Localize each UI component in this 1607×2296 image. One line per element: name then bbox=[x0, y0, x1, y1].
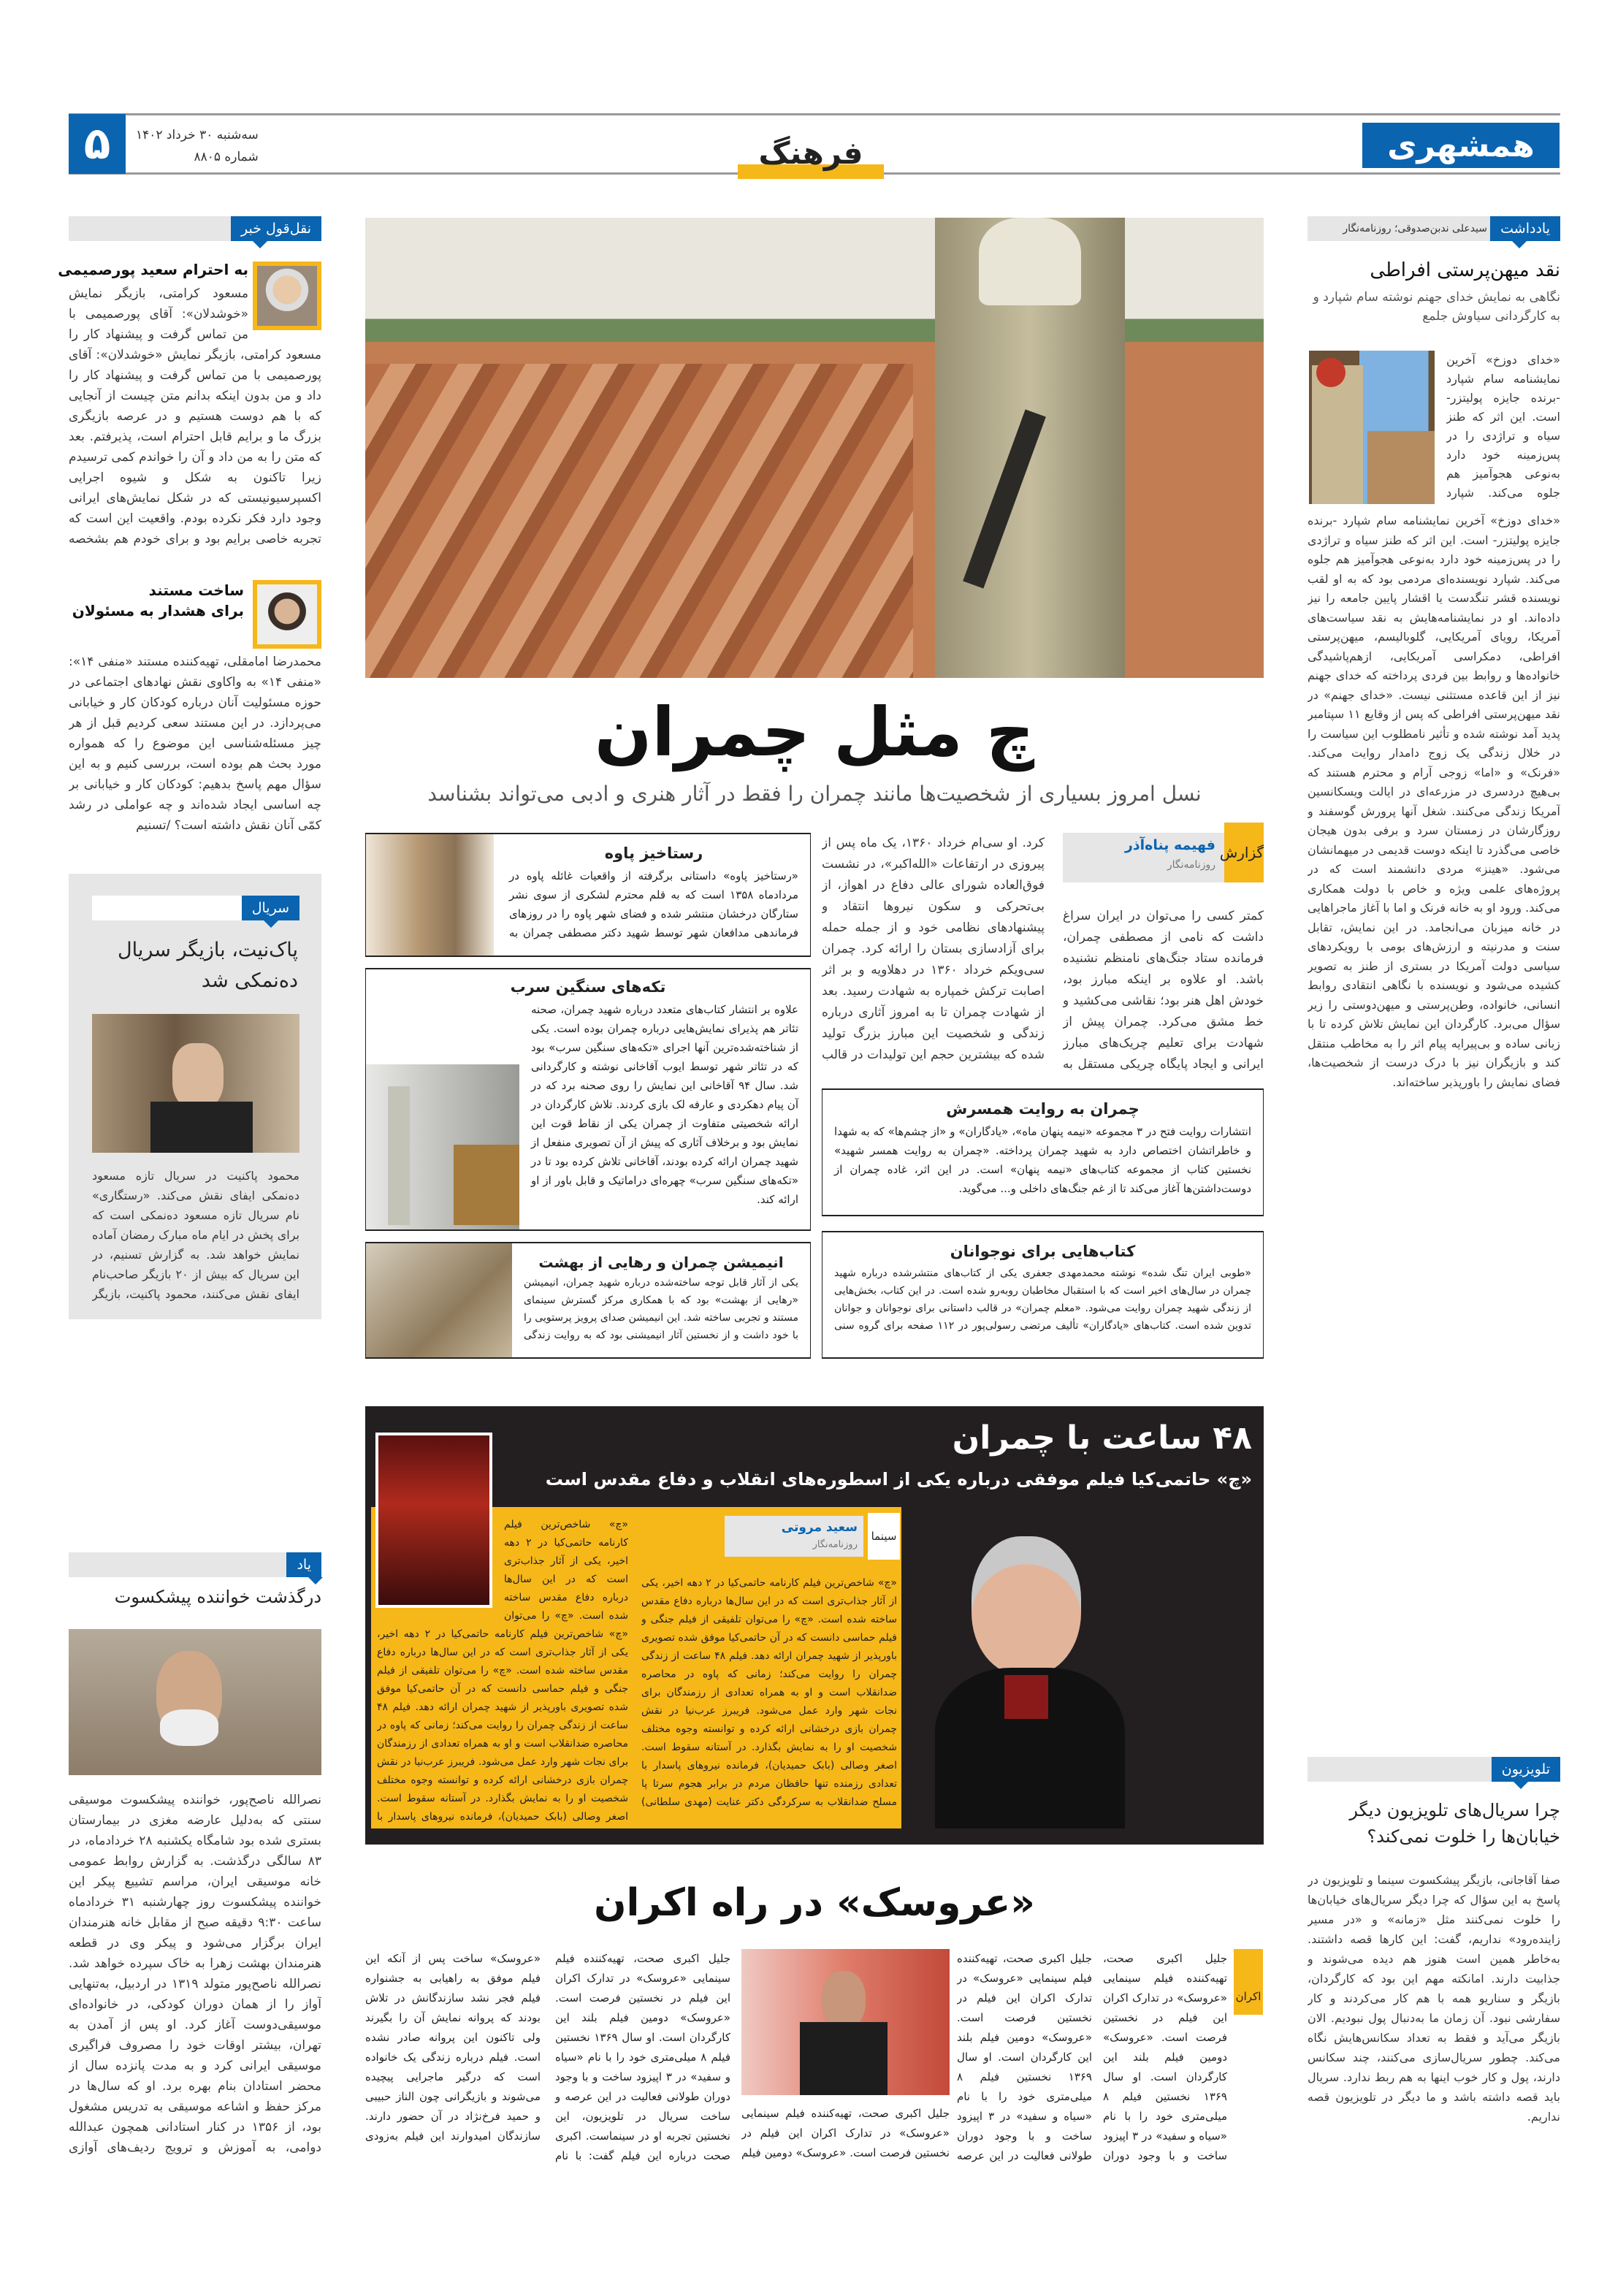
section-label bbox=[738, 135, 884, 179]
note-body-a: «خدای دوزخ» آخرین نمایشنامه سام شپارد -برنده جایزه پولیتزر- است. این اثر که طنز سیاه و تراژدی را در پس‌زمینه خود دارد به‌نوعی هجوآمیز هم جلوه می‌کند. شپارد bbox=[1446, 353, 1560, 500]
report-role: روزنامه‌نگار bbox=[1167, 859, 1215, 871]
box-tekkeh-photo bbox=[366, 1064, 519, 1231]
serial-title: پاک‌نیت، بازیگر سریال ده‌نمکی شد bbox=[118, 939, 298, 992]
main-headline: چ مثل چمران bbox=[594, 693, 1035, 771]
yad-tag: یاد bbox=[286, 1552, 321, 1577]
serial-tag: سریال bbox=[242, 896, 299, 920]
box-tekkeh bbox=[365, 968, 811, 1231]
feature-body-a: «چ» شاخص‌ترین فیلم کارنامه حاتمی‌کیا در ۲ دهه اخیر، یکی از آثار جذاب‌تری است که در این سال‌ها درباره دفاع مقدس ساخته شده است. «چ» را می‌توان bbox=[504, 1519, 628, 1622]
director-photo bbox=[920, 1507, 1140, 1828]
report-author: فهیمه پناه‌آذر bbox=[1124, 837, 1215, 853]
box-hamsar bbox=[822, 1088, 1264, 1216]
tv-title: چرا سریال‌های تلویزیون دیگر خیابان‌ها را خلوت نمی‌کند؟ bbox=[1349, 1800, 1560, 1847]
box-title: انیمیشن چمران و رهایی از بهشت bbox=[538, 1254, 784, 1271]
newspaper-logo[interactable]: همشهری bbox=[1362, 123, 1560, 168]
note-body: «خدای دوزخ» آخرین نمایشنامه سام شپارد -برنده جایزه پولیتزر- است. این اثر که طنز سیاه و تراژدی را در پس‌زمینه خود دارد به‌نوعی هجوآمیز هم جلوه می‌کند. شپارد نویسنده‌ای مردمی بود که به او لقب نویسنده قشر تنگدست یا اقشار پایین جامعه را نیز داده‌اند. او در نمایشنامه‌هایش به نقد سیاست‌های آمریکا، رویای آمریکایی، گلوبالیسم، میهن‌پرستی افراطی، دمکراسی آمریکایی، ازهم‌پاشیدگی خانواده‌ها و روابط بین فردی پرداخته که خدای جهنم نیز از این قاعده مستثنی نیست. «خدای جهنم» در نقد میهن‌پرستی افراطی که پس از وقایع ۱۱ سپتامبر پدید آمد نوشته شده و تأثیر نامطلوب این سیاست را در خلال زندگی یک زوج دامدار روایت می‌کند. «فرنک» و «اما» زوجی آرام و محترم هستند که بی‌هیچ دردسری در مزرعه‌ای در ایالت ویسکانسین آمریکا زندگی می‌کنند. شغل آنها پرورش گوسفند و روزگارشان در زمستان سرد و برفی بدون هیجان خاصی می‌گذرد تا اینکه دوست قدیمی در میهمانشان می‌شود. «هینز» مردی دانشمند است که در پروژه‌های علمی ویژه و خاص با دولت همکاری می‌کند. ورود او به خانه فرنک و اما با آغاز ماجراهایی در خانه میزبان می‌انجامد. در این نمایش، تقابل سنت و مدرنیته و ارزش‌های بومی با رویکردهای سیاسی دولت آمریکا در بستری از طنز به تصویر کشیده می‌شود و نویسنده با نگاهی انتقادی روابط انسانی، خانواده، وطن‌پرستی و میهن‌دوستی را زیر سؤال می‌برد. کارگردان این نمایش تلاش کرده تا با زبانی ساده و بی‌پیرایه پیام اثر را به مخاطب منتقل کند و بازیگران نیز با درک درست از شخصیت‌ها، فضای نمایش را باورپذیر ساخته‌اند. bbox=[1308, 514, 1560, 1089]
film-poster bbox=[375, 1433, 492, 1608]
feature-body-b: «چ» شاخص‌ترین فیلم کارنامه حاتمی‌کیا در ۲ دهه اخیر، یکی از آثار جذاب‌تری است که در این سال‌ها درباره دفاع مقدس ساخته شده است. «چ» را می‌توان تلفیقی از فیلم جنگی و فیلم حماسی دانست که در آن حاتمی‌کیا موفق شده تصویری باورپذیر از شهید چمران ارائه دهد. فیلم ۴۸ ساعت از زندگی چمران را روایت می‌کند؛ زمانی که پاوه در محاصره ضدانقلاب است و او به همراه تعدادی از رزمندگان برای نجات شهر وارد عمل می‌شود. فریبرز عرب‌نیا در نقش چمران بازی درخشانی ارائه کرده و توانسته وجوه مختلف شخصیت او را به نمایش بگذارد. در آستانه سقوط است. اصغر وصالی (بابک حمیدیان)، فرمانده نیروهای پاسدار با bbox=[377, 1628, 628, 1823]
feature-box bbox=[365, 1406, 1264, 1845]
report-body-2: کرد. او سی‌ام خرداد ۱۳۶۰، یک ماه پس از پیروزی در ارتفاعات «الله‌اکبر»، در نشست فوق‌العاده شورای عالی دفاع در اهواز، از بی‌تحرکی و سکون نیروها انتقاد و پیشنهادهای نظامی خود و از جمله حمله برای آزادسازی بستان را ارائه کرد. چمران سی‌ویکم خرداد ۱۳۶۰ در دهلاویه و بر اثر اصابت ترکش خمپاره به شهادت رسید. بعد از شهادت چمران تا به امروز آثاری درباره زندگی و شخصیت این مبارز بزرگ تولید شده که بیشترین حجم این تولیدات در قالب bbox=[822, 836, 1045, 1062]
quote-tag: نقل‌قول خبر bbox=[231, 216, 321, 241]
tv-body: صفا آقاجانی، بازیگر پیشکسوت سینما و تلویزیون در پاسخ به این سؤال که چرا دیگر سریال‌های خیابان‌ها را خلوت نمی‌کنند مثل «زمانه» و «در مسیر زاینده‌رود» نداریم، گفت: این کارها قصه داشتند. به‌خاطر همین است هنوز هم دیده می‌شوند و جذابیت دارند. امانکته مهم این بود که کارگردان، بازیگر و سناریو همه با هم کار می‌کردند و کار سفارشی نبود. آن زمان ما به‌دنبال پول نبودیم. الان بازیگر می‌آید و فقط به تعداد سکانس‌هایش نگاه می‌کند. چطور سریال‌سازی می‌کنند، چند سکانس دارند، پول و کار خوب اینها به هم ربط ندارد. سریال باید قصه داشته باشد و ما دیگر در تلویزیون قصه نداریم. bbox=[1308, 1873, 1560, 2124]
note-tag: یادداشت bbox=[1490, 216, 1560, 241]
main-photo-chamran bbox=[365, 218, 1264, 678]
main-subtitle: نسل امروز بسیاری از شخصیت‌ها مانند چمران را فقط در آثار هنری و ادبی می‌تواند بشناسد bbox=[427, 782, 1202, 806]
arusak-body-3: جلیل اکبری صحت، تهیه‌کننده فیلم سینمایی «عروسک» در تدارک اکران این فیلم در نخستین فرصت است. «عروسک» دومین فیلم bbox=[741, 2107, 950, 2159]
quote-title-2: ساخت مستند bbox=[148, 581, 244, 599]
box-rastakhiz-photo bbox=[366, 834, 494, 957]
yad-title: درگذشت خواننده پیشکسوت bbox=[114, 1587, 321, 1607]
quote-tag-bar bbox=[69, 216, 321, 241]
yad-tag-bar bbox=[69, 1552, 321, 1577]
box-title: تکه‌های سنگین سرب bbox=[510, 978, 666, 996]
quote-photo-2 bbox=[253, 580, 321, 649]
quote-title-1: به احترام سعید پورصمیمی bbox=[58, 261, 248, 278]
page-number: ۵ bbox=[69, 114, 126, 174]
box-body: «رستاخیز پاوه» داستانی برگرفته از واقعیات غائله پاوه در مردادماه ۱۳۵۸ است که به قلم محترم لشکری از سوی نشر ستارگان درخشان منتشر شده و فضای شهر پاوه را در روزهای فرماندهی مدافعان شهر توسط شهید دکتر مصطفی چمران به bbox=[509, 869, 798, 939]
yad-photo bbox=[69, 1629, 321, 1775]
feature-subtitle: «چ» حاتمی‌کیا فیلم موفقی درباره یکی از اسطوره‌های انقلاب و دفاع مقدس است bbox=[545, 1469, 1252, 1490]
tv-tag: تلویزیون bbox=[1492, 1757, 1560, 1782]
box-body: علاوه بر انتشار کتاب‌های متعدد درباره شهید چمران، صحنه تئاتر هم پذیرای نمایش‌هایی درباره چمران بوده است. یکی از شناخته‌شده‌ترین آنها اجرای «تکه‌های سنگین سرب» بود که در تئاتر شهر توسط ایوب آقاخانی نوشته و کارگردانی شد. سال ۹۴ آقاخانی این نمایش را روی صحنه برد که در آن پیام دهکردی و عارفه لک بازی کردند. تلاش کارگردان در ارائه شخصیتی متفاوت از چمران یکی از نقاط قوت این نمایش بود و برخلاف آثاری که پیش از آن تصویری منفعل از شهید چمران ارائه کرده بودند، آقاخانی تلاش کرده بود تا در «تکه‌های سنگین سرب» چهره‌ای دراماتیک و قابل باور از او ارائه کند. bbox=[530, 1003, 798, 1206]
box-title: کتاب‌هایی برای نوجوانان bbox=[950, 1243, 1136, 1260]
box-body: انتشارات روایت فتح در ۳ مجموعه «نیمه پنهان ماه»، «یادگاران» و «از چشم‌ها» که به شهدا و خاطراتشان اختصاص دارد به شهید چمران پرداخته. «چمران به روایت همسر شهید» نخستین کتاب از مجموعه کتاب‌های «نیمه پنهان» است. در این اثر، غاده چمران از دوست‌داشتن‌ها آغاز می‌کند تا از غم جنگ‌های داخلی و... می‌گوید. bbox=[834, 1125, 1251, 1195]
box-animation-photo bbox=[366, 1243, 512, 1359]
note-subtitle: نگاهی به نمایش خدای جهنم نوشته سام شپارد و به کارگردانی سیاوش جلمع bbox=[1313, 290, 1560, 324]
feature-role: روزنامه‌نگار bbox=[812, 1539, 858, 1550]
header-rule-top bbox=[69, 113, 1560, 115]
serial-body: محمود پاکنیت در سریال تازه مسعود ده‌نمکی ایفای نقش می‌کند. «رستگاری» نام سریال تازه مسعود ده‌نمکی است که برای پخش در ایام ماه مبارک رمضان آماده نمایش خواهد شد. به گزارش تسنیم، در این سریال که بیش از ۲۰ بازیگر صاحب‌نام ایفای نقش می‌کنند، محمود پاکنیت، بازیگر bbox=[92, 1169, 299, 1301]
note-author: سیدعلی ندبن‌صدوقی؛ روزنامه‌نگار bbox=[1343, 223, 1487, 234]
serial-tag-bar bbox=[92, 896, 299, 920]
yad-body: نصرالله ناصح‌پور، خواننده پیشکسوت موسیقی سنتی که به‌دلیل عارضه مغزی در بیمارستان بستری شده بود شامگاه یکشنبه ۲۸ خردادماه، در ۸۳ سالگی درگذشت. به گزارش روابط عمومی خانه موسیقی ایران، مراسم تشییع پیکر این خواننده پیشکسوت روز چهارشنبه ۳۱ خردادماه ساعت ۹:۳۰ دقیقه صبح از مقابل خانه هنرمندان ایران برگزار می‌شود و پیکر وی در قطعه هنرمندان بهشت زهرا به خاک سپرده خواهد شد. نصرالله ناصح‌پور متولد ۱۳۱۹ در اردبیل، به‌تنهایی آواز را از همان دوران کودکی، در خانواده‌ای موسیقی‌دوست آغاز کرد. او پس از آمدن به تهران، بیشتر اوقات خود را مصروف فراگیری موسیقی ایرانی کرد و به مدت پانزده سال از محضر استادان بنام بهره برد. او که سال‌ها در مرکز حفظ و اشاعه موسیقی به تدریس مشغول بود، از ۱۳۵۶ در کنار استادانی همچون عبدالله دوامی، به آموزش و ترویج ردیف‌های آوازی bbox=[69, 1793, 321, 2155]
serial-box bbox=[69, 874, 321, 1319]
note-tag-bar bbox=[1308, 216, 1560, 241]
box-body: یکی از آثار قابل توجه ساخته‌شده درباره شهید چمران، انیمیشن «رهایی از بهشت» بود که با همکاری مرکز گسترش سینمای مستند و تجربی ساخته شد. این انیمیشن صدای پرویز پرستویی را با خود داشت و از نخستین آثار انیمیشنی بود که به روایت زندگی bbox=[524, 1277, 798, 1341]
report-body-1: کمتر کسی را می‌توان در ایران سراغ داشت که نامی از مصطفی چمران، فرمانده ستاد جنگ‌های نامنظم نشنیده باشد. او علاوه بر اینکه مبارز بود، خودش اهل هنر بود؛ نقاشی می‌کشید و خط مشق می‌کرد. چمران پیش از شهادت برای تعلیم چریک‌های مبارز ایرانی و ایجاد پایگاه چریکی مستقل به bbox=[1063, 909, 1264, 1072]
quote-body-2: محمدرضا امامقلی، تهیه‌کننده مستند «منفی ۱۴»: «منفی ۱۴» به واکاوی نقش نهادهای اجتماعی در حوزه مسئولیت آنان درباره کودکان کار و خیابانی می‌پردازد. در این مستند سعی کردیم قبل از هر چیز مسئله‌شناسی این موضوع را که همواره مورد بحث هم بوده است، بررسی کنیم و به این سؤال مهم پاسخ بدهیم: کودکان کار و خیابانی بر چه اساسی ایجاد شده‌اند و چه عواملی در رشد کمّی آنان نقش داشته است؟ /تسنیم bbox=[69, 655, 321, 833]
feature-tag: سینما bbox=[868, 1513, 900, 1560]
arusak-headline: «عروسک» در راه اکران bbox=[594, 1881, 1035, 1925]
arusak-photo bbox=[741, 1949, 950, 2095]
issue-meta bbox=[136, 124, 259, 168]
report-tag: گزارش bbox=[1224, 823, 1264, 882]
box-body: «طوبی ایران تنگ شده» نوشته محمدمهدی جعفری یکی از کتاب‌های منتشرشده درباره شهید چمران در سال‌های اخیر است که با استقبال مخاطبان روبه‌رو شده است. در این کتاب، بخش‌هایی از زندگی شهید چمران روایت می‌شود. «معلم چمران» در قالب داستانی برای نوجوانان و جوانان تدوین شده است. کتاب‌های «یادگاران» تألیف مرتضی رسولی‌پور در ۱۱۲ صفحه برای گروه سنی bbox=[834, 1267, 1251, 1332]
quote-body-1a: مسعود کرامتی، بازیگر نمایش «خوشدلان»: آقای پورصمیمی با من تماس گرفت و پیشنهاد کار را bbox=[69, 286, 248, 342]
feature-byline bbox=[725, 1516, 863, 1557]
arusak-body-1: جلیل اکبری صحت، تهیه‌کننده فیلم سینمایی «عروسک» در تدارک اکران این فیلم در نخستین فرصت است. «عروسک» دومین فیلم بلند این کارگردان است. او سال ۱۳۶۹ نخستین فیلم ۸ میلی‌متری خود را با نام «سیاه و سفید» در ۳ اپیزود ساخت و با وجود دوران bbox=[1103, 1952, 1227, 2162]
feature-author: سعید مروتی bbox=[781, 1520, 858, 1535]
quote-title-2b: برای هشدار به مسئولان bbox=[72, 602, 244, 619]
quote-photo-1 bbox=[253, 262, 321, 330]
quote-body-1: مسعود کرامتی، بازیگر نمایش «خوشدلان»: آقای پورصمیمی با من تماس گرفت و پیشنهاد کار را داد و من بدون اینکه بدانم متن چیست از آنجایی که با هم دوست هستیم و در عرصه بازیگری بزرگ ما و برایم قابل احترام است، پذیرفتم. بعد که متن را به من داد و آن را خواندم کمی ترسیدم زیرا تاکنون به شکل و شیوه اجرایی اکسپرسیونیستی که در شکل نمایش‌های ایرانی وجود دارد فکر نکرده بودم. واقعیت این است که تجربه خاصی برایم بود و برای خودم هم بشخصه bbox=[69, 348, 321, 546]
serial-photo bbox=[92, 1014, 299, 1153]
section-title: فرهنگ bbox=[758, 135, 863, 171]
box-ketab bbox=[822, 1231, 1264, 1359]
tv-tag-bar bbox=[1308, 1757, 1560, 1782]
issue-number: شماره ۸۸۰۵ bbox=[194, 150, 259, 164]
report-byline bbox=[1063, 833, 1264, 882]
box-animation bbox=[365, 1242, 811, 1359]
box-title: رستاخیز پاوه bbox=[604, 844, 703, 862]
box-rastakhiz bbox=[365, 833, 811, 957]
feature-body-c: «چ» شاخص‌ترین فیلم کارنامه حاتمی‌کیا در ۲ دهه اخیر، یکی از آثار جذاب‌تری است که در این سال‌ها درباره دفاع مقدس ساخته شده است. «چ» را می‌توان تلفیقی از فیلم جنگی و فیلم حماسی دانست که در آن حاتمی‌کیا موفق شده تصویری باورپذیر از شهید چمران ارائه دهد. فیلم ۴۸ ساعت از زندگی چمران را روایت می‌کند؛ زمانی که پاوه در محاصره ضدانقلاب است و او به همراه تعدادی از رزمندگان برای نجات شهر وارد عمل می‌شود. فریبرز عرب‌نیا در نقش چمران بازی درخشانی ارائه کرده و توانسته وجوه مختلف شخصیت او را به نمایش بگذارد. در آستانه سقوط است. اصغر وصالی (بابک حمیدیان)، فرمانده نیروهای پاسدار با تعدادی رزمنده تنها حافظان مردم در برابر هجوم سرتا پا مسلح ضدانقلاب به سرکردگی دکتر عنایت (مهدی سلطانی) bbox=[641, 1577, 897, 1808]
arusak-body-2: جلیل اکبری صحت، تهیه‌کننده فیلم سینمایی «عروسک» در تدارک اکران این فیلم در نخستین فرصت است. «عروسک» دومین فیلم بلند این کارگردان است. او سال ۱۳۶۹ نخستین فیلم ۸ میلی‌متری خود را با نام «سیاه و سفید» در ۳ اپیزود ساخت و با وجود دوران طولانی فعالیت در این عرصه bbox=[957, 1952, 1092, 2162]
box-title: چمران به روایت همسرش bbox=[946, 1100, 1140, 1118]
feature-title: ۴۸ ساعت با چمران bbox=[952, 1419, 1252, 1457]
arusak-tag: اکران bbox=[1234, 1949, 1263, 2015]
arusak-body-4: جلیل اکبری صحت، تهیه‌کننده فیلم سینمایی «عروسک» در تدارک اکران این فیلم در نخستین فرصت است. «عروسک» دومین فیلم بلند این کارگردان است. او سال ۱۳۶۹ نخستین فیلم ۸ میلی‌متری خود را با نام «سیاه و سفید» در ۳ اپیزود ساخت و با وجود دوران طولانی فعالیت در این عرصه و ساخت سریال در تلویزیون، این نخستین تجربه او در سینماست. اکبری صحت درباره این فیلم گفت: با نام «عروسک» ساخت پس از آنکه این فیلم موفق به راهیابی به جشنواره فیلم فجر نشد سازندگانش در تلاش بودند که پروانه نمایش آن را بگیرند ولی تاکنون این پروانه صادر نشده است. فیلم درباره زندگی یک خانواده است که درگیر ماجرایی پیچیده می‌شوند و بازیگرانی چون الناز حبیبی و حمید فرخ‌نژاد در آن حضور دارند. سازندگان امیدوارند این فیلم به‌زودی bbox=[365, 1952, 730, 2162]
note-title: نقد میهن‌پرستی افراطی bbox=[1370, 259, 1560, 281]
issue-date: سه‌شنبه ۳۰ خرداد ۱۴۰۲ bbox=[136, 128, 259, 142]
note-photo bbox=[1309, 351, 1435, 504]
